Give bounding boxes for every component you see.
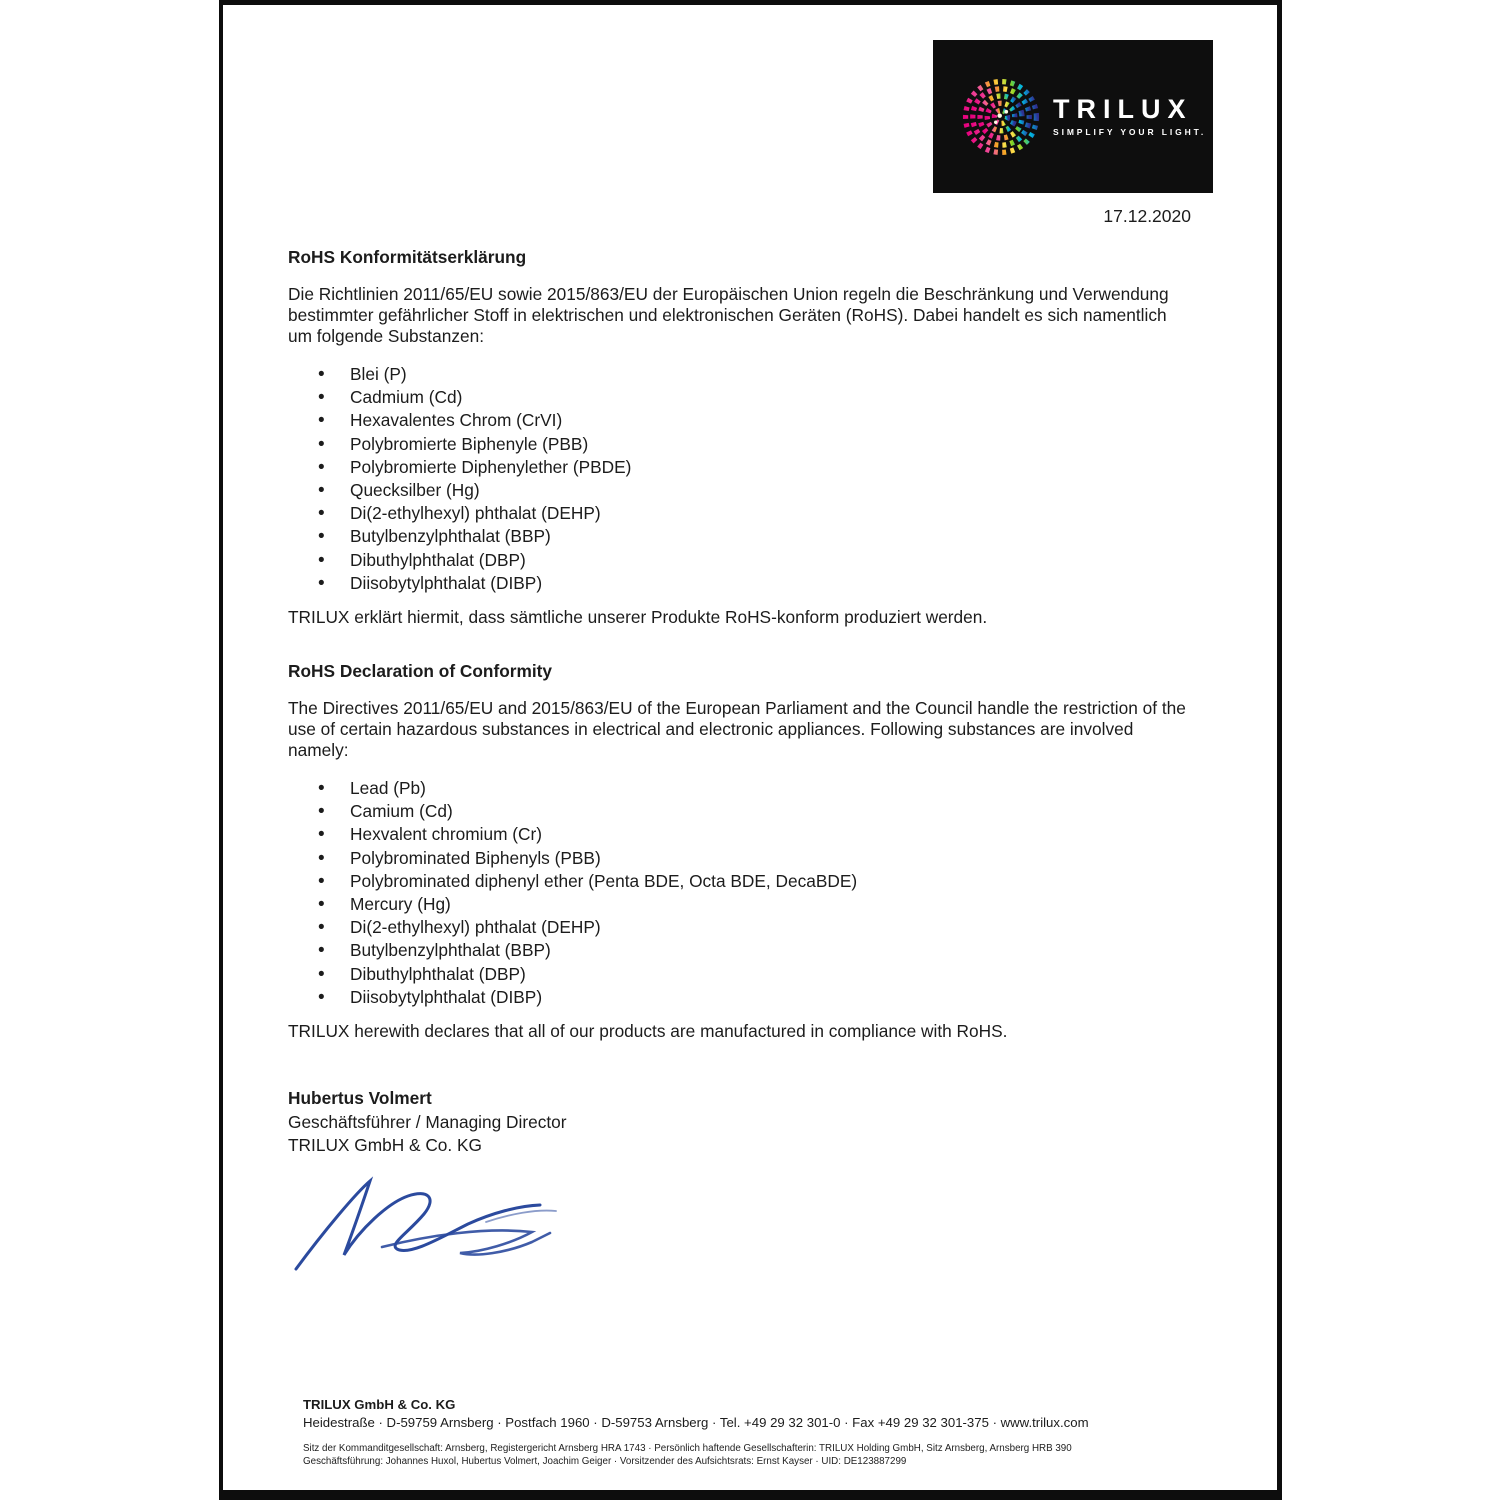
list-item: • Hexvalent chromium (Cr) (288, 823, 1194, 846)
list-item: • Butylbenzylphthalat (BBP) (288, 939, 1194, 962)
list-item: • Polybromierte Diphenylether (PBDE) (288, 456, 1194, 479)
logo-tagline-text: SIMPLIFY YOUR LIGHT. (1053, 127, 1207, 137)
handwritten-signature (290, 1167, 565, 1279)
signatory-title: Geschäftsführer / Managing Director (288, 1111, 567, 1132)
logo-brand-text: TRILUX (1053, 94, 1193, 124)
footer-legal-lines (303, 1443, 1103, 1468)
letterhead-footer (303, 1396, 1103, 1468)
list-item: • Dibuthylphthalat (DBP) (288, 549, 1194, 572)
list-item: • Mercury (Hg) (288, 893, 1194, 916)
trilux-logo (933, 40, 1213, 193)
signatory-block (288, 1087, 1194, 1158)
signatory-company: TRILUX GmbH & Co. KG (288, 1135, 482, 1156)
list-item: • Polybrominated diphenyl ether (Penta BDE, Octa BDE, DecaBDE) (288, 870, 1194, 893)
english-closing-paragraph: TRILUX herewith declares that all of our products are manufactured in compliance with RoHS. (288, 1021, 1008, 1042)
german-substance-list (288, 363, 1194, 595)
german-section-heading: RoHS Konformitätserklärung (288, 247, 527, 267)
list-item: • Di(2-ethylhexyl) phthalat (DEHP) (288, 916, 1194, 939)
english-substance-list (288, 777, 1194, 1009)
document-date: 17.12.2020 (1103, 206, 1191, 226)
list-item: • Blei (P) (288, 363, 1194, 386)
german-intro-paragraph: Die Richtlinien 2011/65/EU sowie 2015/863/EU der Europäischen Union regeln die Beschränkung und Verwendung bestimmter gefährlicher Stoff in elektrischen und elektronischen Geräten (RoHS). Dabei handelt es sich namentlich um folgende Substanzen: (288, 284, 1169, 346)
german-closing-paragraph: TRILUX erklärt hiermit, dass sämtliche unserer Produkte RoHS-konform produziert werden. (288, 607, 988, 628)
signatory-name: Hubertus Volmert (288, 1088, 432, 1109)
list-item: • Cadmium (Cd) (288, 386, 1194, 409)
footer-address-line: Heidestraße · D-59759 Arnsberg · Postfach 1960 · D-59753 Arnsberg · Tel. +49 29 32 301-0 · Fax +49 29 32 301-375 · www.trilux.com (303, 1415, 1089, 1430)
english-section-heading: RoHS Declaration of Conformity (288, 661, 553, 682)
list-item: • Polybromierte Biphenyle (PBB) (288, 433, 1194, 456)
footer-company-name: TRILUX GmbH & Co. KG (303, 1397, 456, 1412)
list-item: • Lead (Pb) (288, 777, 1194, 800)
list-item: • Diisobytylphthalat (DIBP) (288, 572, 1194, 595)
trilux-globe-icon (959, 75, 1043, 159)
list-item: • Hexavalentes Chrom (CrVI) (288, 409, 1194, 432)
list-item: • Polybrominated Biphenyls (PBB) (288, 847, 1194, 870)
list-item: • Quecksilber (Hg) (288, 479, 1194, 502)
list-item: • Camium (Cd) (288, 800, 1194, 823)
english-intro-paragraph: The Directives 2011/65/EU and 2015/863/EU of the European Parliament and the Council handle the restriction of the use of certain hazardous substances in electrical and electronic appliances. Following substances are involved namely: (288, 698, 1186, 761)
list-item: • Butylbenzylphthalat (BBP) (288, 525, 1194, 548)
list-item: • Dibuthylphthalat (DBP) (288, 963, 1194, 986)
letter-body (288, 247, 1194, 1284)
list-item: • Di(2-ethylhexyl) phthalat (DEHP) (288, 502, 1194, 525)
footer-legal-line1: Sitz der Kommanditgesellschaft: Arnsberg, Registergericht Arnsberg HRA 1743 · Persönlich haftende Gesellschafterin: TRILUX Holding GmbH, Sitz Arnsberg, Arnsberg HRB 390 (303, 1443, 1072, 1454)
list-item: • Diisobytylphthalat (DIBP) (288, 986, 1194, 1009)
footer-legal-line2: Geschäftsführung: Johannes Huxol, Hubertus Volmert, Joachim Geiger · Vorsitzender des Aufsichtsrats: Ernst Kayser · UID: DE123887299 (303, 1455, 907, 1467)
